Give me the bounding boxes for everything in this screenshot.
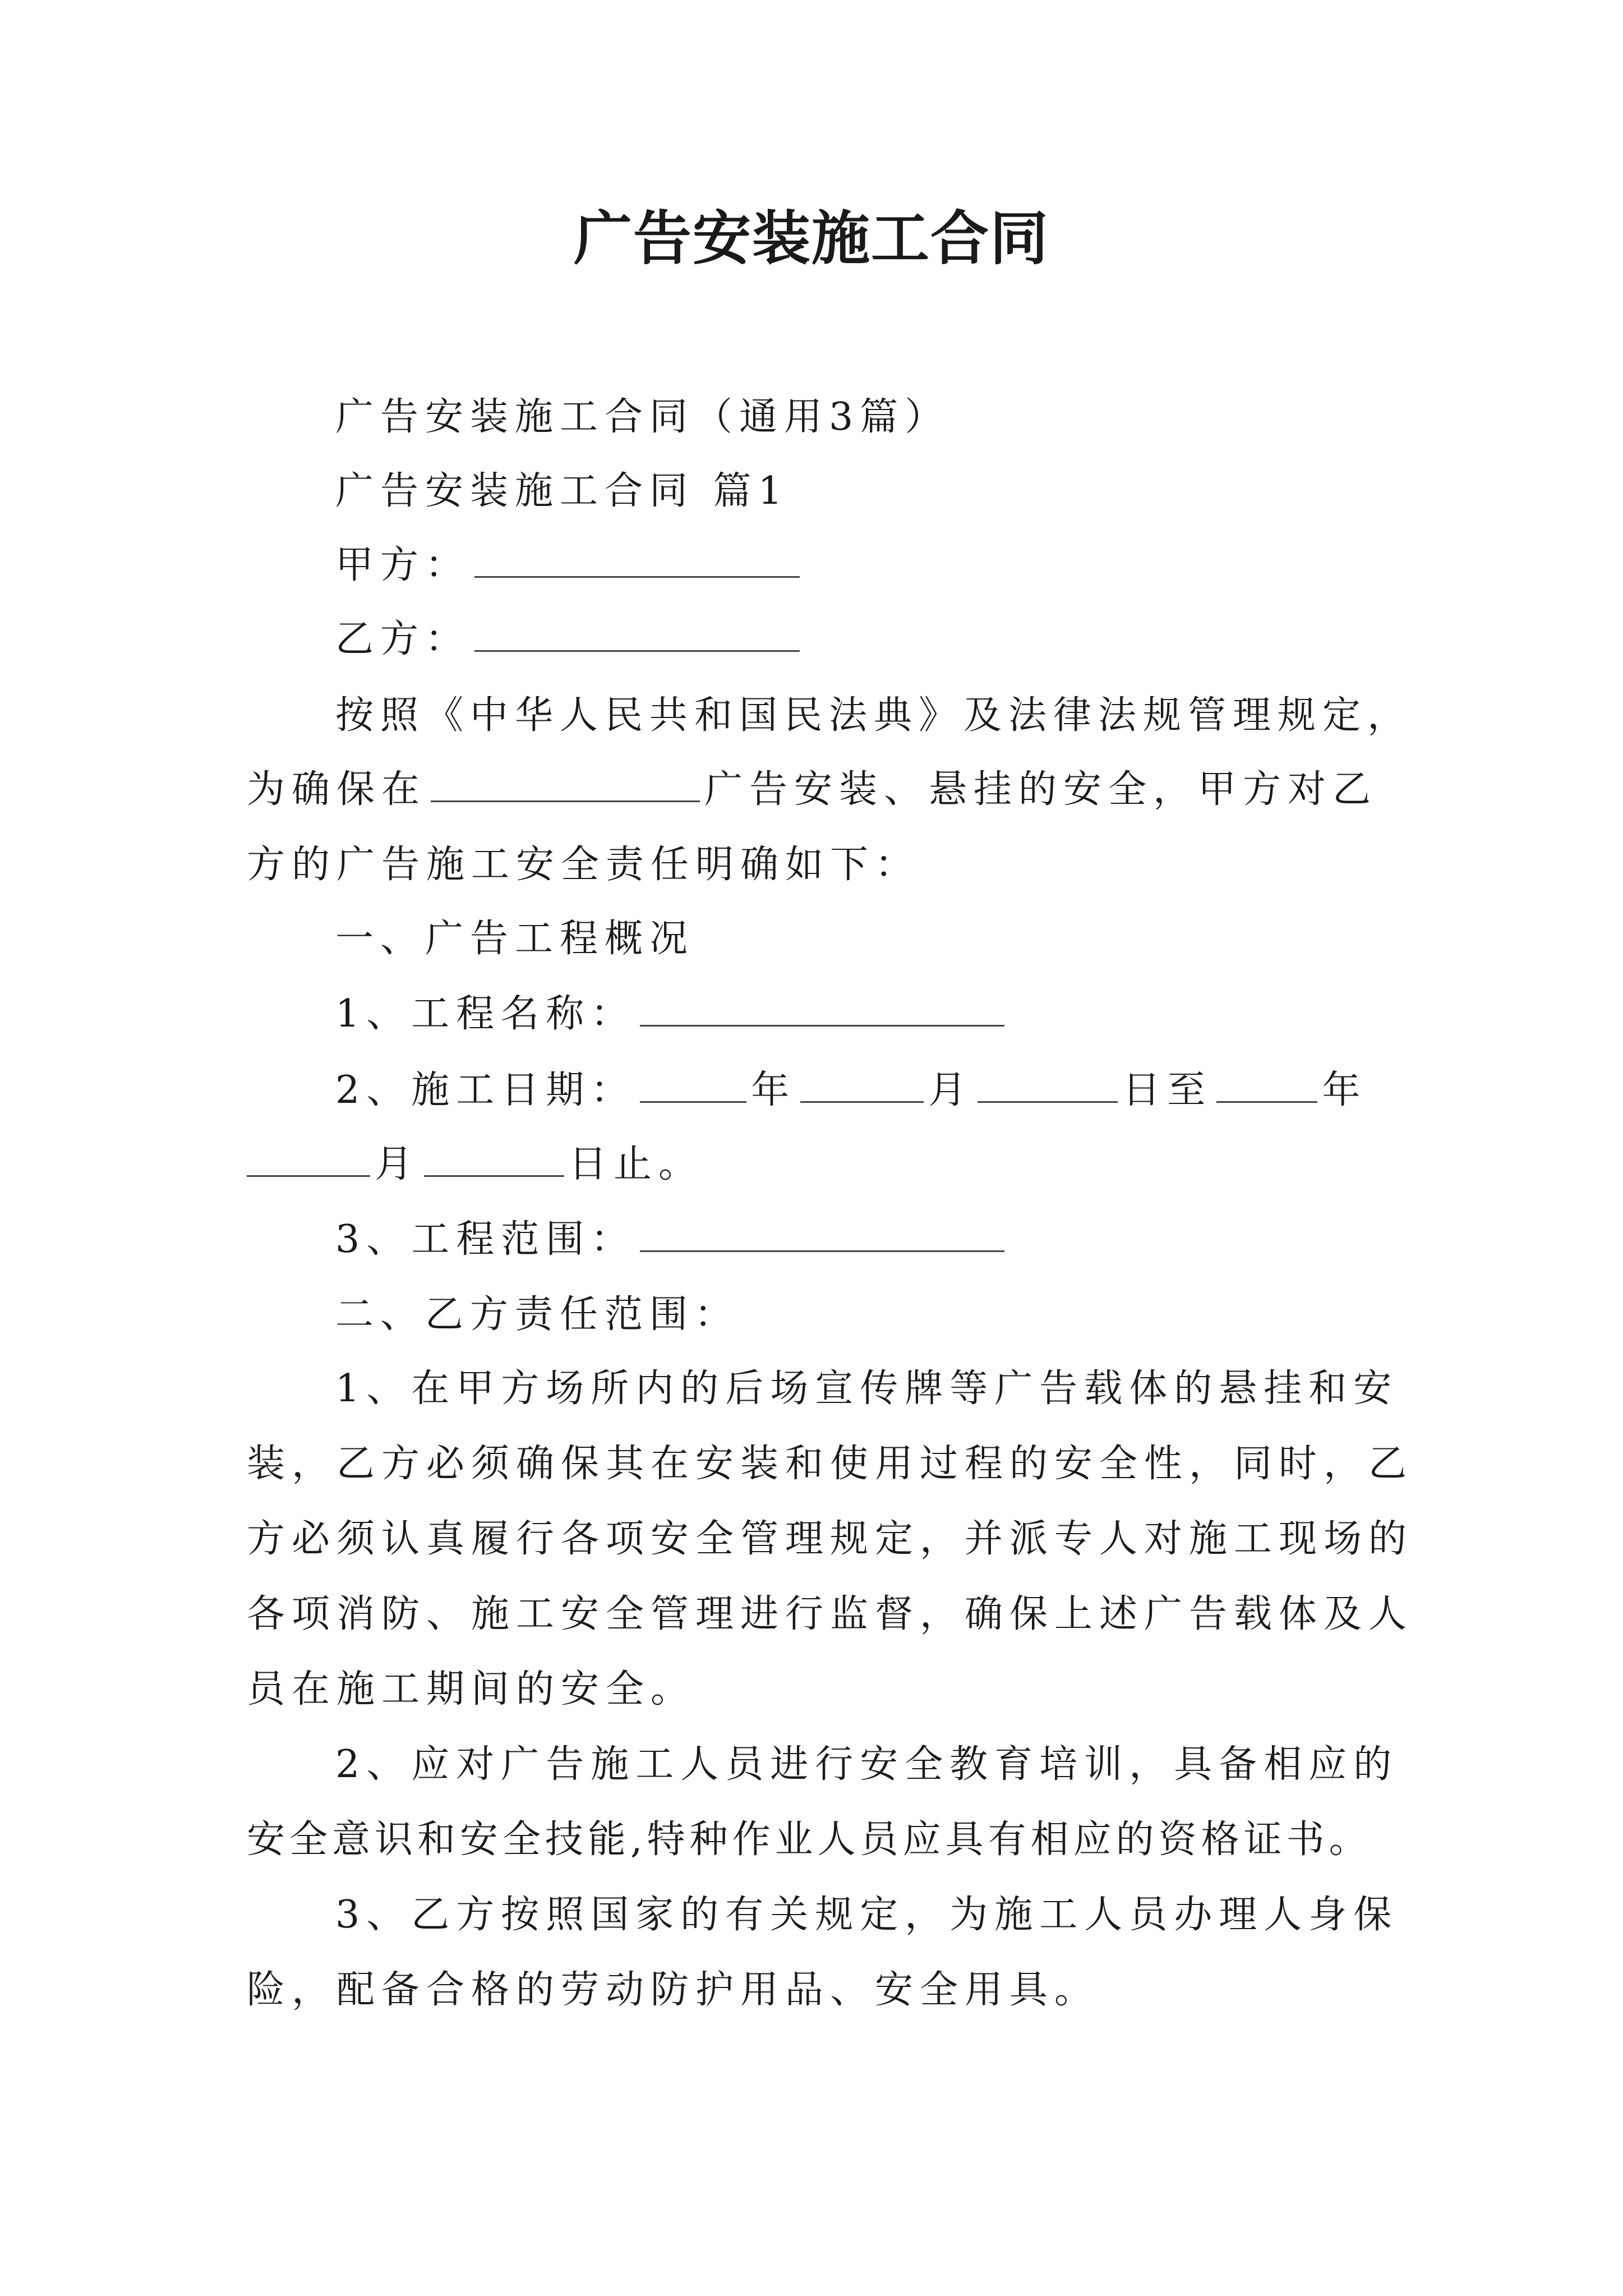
construction-date-line-2 [247,1138,703,1191]
start-month-blank [800,1068,924,1103]
part2-heading: 二、乙方责任范围： [335,1292,740,1337]
project-name-label: 1、工程名称： [335,992,636,1036]
intro-line-2b: 广告安装、悬挂的安全，甲方对乙 [704,767,1378,812]
construction-date-line [335,1064,1367,1117]
project-name-line [335,987,1009,1041]
clause-1-line-2: 装，乙方必须确保其在安装和使用过程的安全性，同时，乙 [247,1442,1414,1486]
start-year-blank [640,1068,746,1103]
end-year-blank [1216,1068,1317,1103]
construction-date-label: 2、施工日期： [335,1068,636,1112]
clause-3-line-1: 3、乙方按照国家的有关规定，为施工人员办理人身保 [335,1893,1399,1937]
end-month-unit: 月 [375,1142,420,1186]
intro-line-1: 按照《中华人民共和国民法典》及法律法规管理规定， [335,693,1413,738]
party-a-label: 甲方： [335,543,471,587]
clause-1-line-1: 1、在甲方场所内的后场宣传牌等广告载体的悬挂和安 [335,1366,1399,1411]
clause-1-line-5: 员在施工期间的安全。 [247,1667,696,1711]
end-year-unit: 年 [1322,1068,1367,1112]
clause-2-line-2: 安全意识和安全技能,特种作业人员应具有相应的资格证书。 [247,1818,1372,1862]
start-day-unit: 日至 [1122,1068,1212,1112]
start-day-blank [978,1068,1118,1103]
start-month-unit: 月 [928,1068,974,1112]
part1-heading: 一、广告工程概况 [335,917,695,961]
intro-line-2a: 为确保在 [247,767,427,812]
section-heading: 广告安装施工合同 篇1 [335,469,789,513]
party-b-line [335,613,804,666]
intro-line-3: 方的广告施工安全责任明确如下： [247,843,920,887]
document-title: 广告安装施工合同 [573,204,1049,273]
end-day-blank [424,1142,564,1177]
intro-line-2 [247,763,1377,817]
party-a-blank [474,542,800,578]
clause-1-line-4: 各项消防、施工安全管理进行监督，确保上述广告载体及人 [247,1592,1414,1636]
clause-1-line-3: 方必须认真履行各项安全管理规定，并派专人对施工现场的 [247,1517,1414,1561]
project-scope-line [335,1213,1009,1267]
end-month-blank [247,1142,370,1177]
project-name-blank [640,991,1004,1027]
party-a-line [335,539,804,592]
project-scope-blank [640,1217,1004,1252]
party-b-label: 乙方： [335,617,471,661]
start-year-unit: 年 [751,1068,796,1112]
end-day-unit: 日止。 [569,1142,704,1186]
project-scope-label: 3、工程范围： [335,1217,636,1262]
clause-2-line-1: 2、应对广告施工人员进行安全教育培训，具备相应的 [335,1742,1399,1787]
location-blank [431,767,700,802]
clause-3-line-2: 险，配备合格的劳动防护用品、安全用具。 [247,1968,1100,2012]
document-subtitle: 广告安装施工合同（通用3篇） [335,395,950,439]
party-b-blank [474,616,800,652]
